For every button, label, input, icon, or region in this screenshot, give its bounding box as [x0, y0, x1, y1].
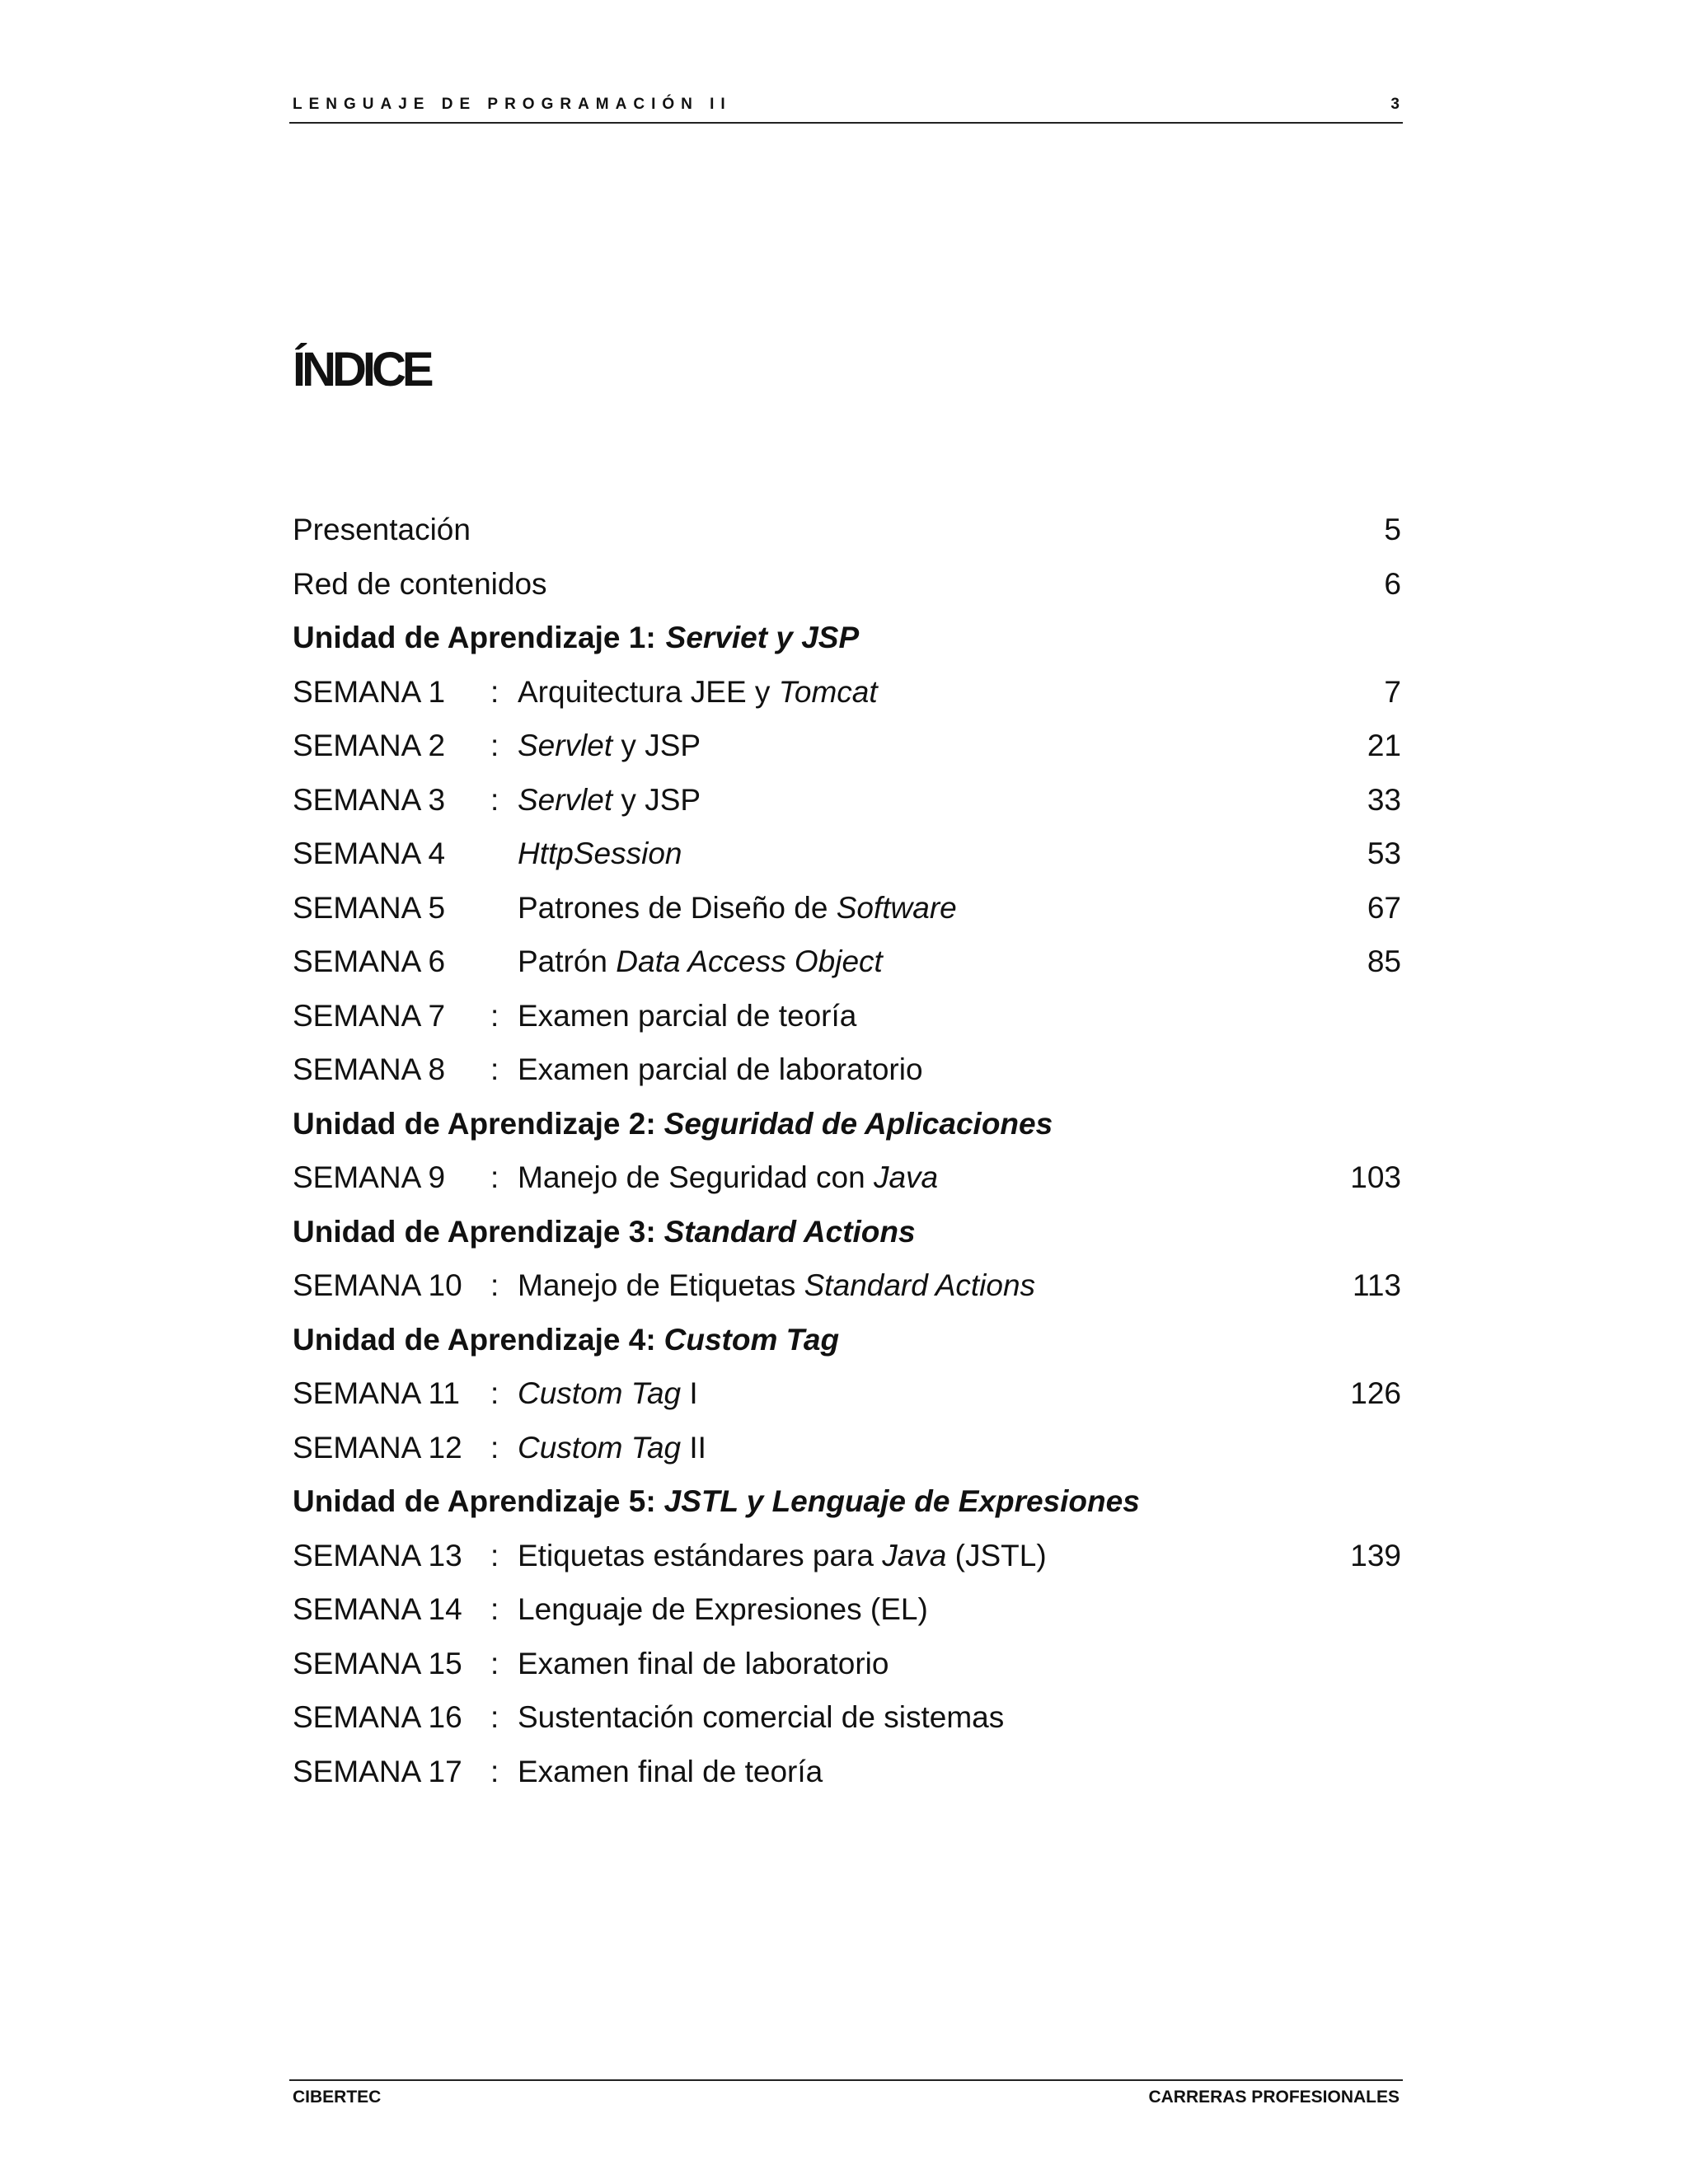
footer-left: CIBERTEC	[293, 2088, 382, 2107]
week-topic: Sustentación comercial de sistemas	[518, 1700, 1005, 1734]
table-of-contents	[293, 503, 1401, 1798]
week-label: SEMANA 10	[293, 1268, 462, 1302]
unit-topic: Custom Tag	[663, 1322, 840, 1357]
toc-week-14	[293, 1582, 1401, 1637]
unit-label: Unidad de Aprendizaje 1:	[293, 621, 656, 654]
toc-week-1	[293, 665, 1401, 719]
footer-right: CARRERAS PROFESIONALES	[1148, 2088, 1400, 2107]
week-separator: :	[490, 1268, 499, 1302]
toc-week-3	[293, 773, 1401, 827]
week-separator: :	[490, 1646, 499, 1680]
week-topic: Manejo de Seguridad con Java	[518, 1160, 939, 1194]
week-label: SEMANA 8	[293, 1052, 446, 1086]
toc-unit-2	[293, 1097, 1401, 1151]
toc-entry-label: Presentación	[293, 513, 471, 546]
week-separator: :	[490, 1592, 499, 1626]
toc-week-12	[293, 1421, 1401, 1475]
toc-week-16	[293, 1690, 1401, 1745]
header-page-number: 3	[1390, 96, 1400, 113]
toc-week-6	[293, 935, 1401, 989]
week-topic: Lenguaje de Expresiones (EL)	[518, 1592, 928, 1626]
toc-week-5	[293, 881, 1401, 935]
unit-topic: Serviet y JSP	[665, 621, 860, 654]
page-title: ÍNDICE	[293, 343, 430, 396]
toc-unit-3	[293, 1205, 1401, 1259]
running-header	[289, 92, 1403, 124]
toc-row-red-contenidos	[293, 557, 1401, 612]
toc-page-number: 67	[1367, 890, 1401, 925]
toc-page-number: 33	[1367, 782, 1401, 817]
week-label: SEMANA 2	[293, 729, 446, 762]
toc-week-7	[293, 989, 1401, 1043]
week-separator: :	[490, 998, 499, 1033]
week-label: SEMANA 6	[293, 944, 446, 978]
unit-label: Unidad de Aprendizaje 4:	[293, 1322, 656, 1357]
unit-label: Unidad de Aprendizaje 5:	[293, 1484, 656, 1518]
week-label: SEMANA 11	[293, 1376, 460, 1410]
week-topic: Custom Tag II	[518, 1430, 706, 1465]
toc-week-8	[293, 1043, 1401, 1097]
week-topic: Manejo de Etiquetas Standard Actions	[518, 1268, 1036, 1302]
week-label: SEMANA 15	[293, 1646, 462, 1680]
unit-label: Unidad de Aprendizaje 3:	[293, 1214, 656, 1249]
toc-week-13	[293, 1529, 1401, 1583]
week-separator: :	[490, 1754, 499, 1788]
week-label: SEMANA 16	[293, 1700, 462, 1734]
week-label: SEMANA 7	[293, 998, 446, 1033]
unit-label: Unidad de Aprendizaje 2:	[293, 1106, 656, 1141]
toc-week-10	[293, 1258, 1401, 1313]
week-separator: :	[490, 1052, 499, 1086]
week-topic: Examen parcial de teoría	[518, 998, 857, 1033]
running-footer	[289, 2079, 1403, 2111]
toc-page-number: 7	[1384, 674, 1401, 709]
week-separator: :	[490, 1430, 499, 1465]
toc-page-number: 139	[1350, 1538, 1401, 1572]
week-label: SEMANA 5	[293, 890, 446, 925]
week-label: SEMANA 9	[293, 1160, 446, 1194]
week-topic: Examen final de teoría	[518, 1754, 823, 1788]
toc-page-number: 21	[1367, 729, 1401, 762]
week-separator: :	[490, 1160, 499, 1194]
week-separator: :	[490, 782, 499, 817]
week-label: SEMANA 4	[293, 837, 446, 870]
unit-topic: Standard Actions	[663, 1214, 916, 1249]
toc-page-number: 113	[1353, 1268, 1401, 1302]
week-label: SEMANA 13	[293, 1538, 462, 1572]
toc-week-17	[293, 1745, 1401, 1799]
toc-week-4	[293, 827, 1401, 881]
toc-page-number: 103	[1350, 1160, 1401, 1194]
week-topic: Examen final de laboratorio	[518, 1646, 889, 1680]
week-topic: Etiquetas estándares para Java (JSTL)	[518, 1538, 1047, 1572]
toc-unit-4	[293, 1313, 1401, 1367]
week-separator: :	[490, 674, 499, 709]
week-topic: Patrones de Diseño de Software	[518, 890, 957, 925]
toc-page-number: 85	[1367, 944, 1401, 978]
toc-entry-label: Red de contenidos	[293, 566, 547, 601]
week-topic: Arquitectura JEE y Tomcat	[518, 674, 878, 709]
week-label: SEMANA 12	[293, 1430, 462, 1465]
week-separator: :	[490, 1700, 499, 1734]
week-topic: Servlet y JSP	[518, 729, 701, 762]
week-label: SEMANA 3	[293, 782, 446, 817]
toc-page-number: 53	[1367, 837, 1401, 870]
week-topic: Servlet y JSP	[518, 782, 701, 817]
week-topic: Examen parcial de laboratorio	[518, 1052, 923, 1086]
week-separator: :	[490, 1538, 499, 1572]
toc-page-number: 126	[1350, 1376, 1401, 1410]
toc-week-15	[293, 1637, 1401, 1691]
toc-week-2	[293, 719, 1401, 773]
toc-unit-1	[293, 611, 1401, 665]
toc-week-11	[293, 1366, 1401, 1421]
week-topic: Patrón Data Access Object	[518, 944, 883, 978]
toc-week-9	[293, 1151, 1401, 1205]
week-topic: HttpSession	[518, 837, 682, 870]
toc-unit-5	[293, 1474, 1401, 1529]
week-separator: :	[490, 1376, 499, 1410]
week-label: SEMANA 14	[293, 1592, 462, 1626]
toc-page-number: 6	[1384, 566, 1401, 601]
unit-topic: Seguridad de Aplicaciones	[663, 1106, 1053, 1141]
toc-page-number: 5	[1384, 513, 1401, 546]
unit-topic: JSTL y Lenguaje de Expresiones	[663, 1484, 1140, 1518]
toc-row-presentacion	[293, 503, 1401, 557]
week-separator: :	[490, 729, 499, 762]
header-title: LENGUAJE DE PROGRAMACIÓN II	[293, 96, 732, 113]
week-topic: Custom Tag I	[518, 1376, 698, 1410]
week-label: SEMANA 1	[293, 674, 446, 709]
week-label: SEMANA 17	[293, 1754, 462, 1788]
